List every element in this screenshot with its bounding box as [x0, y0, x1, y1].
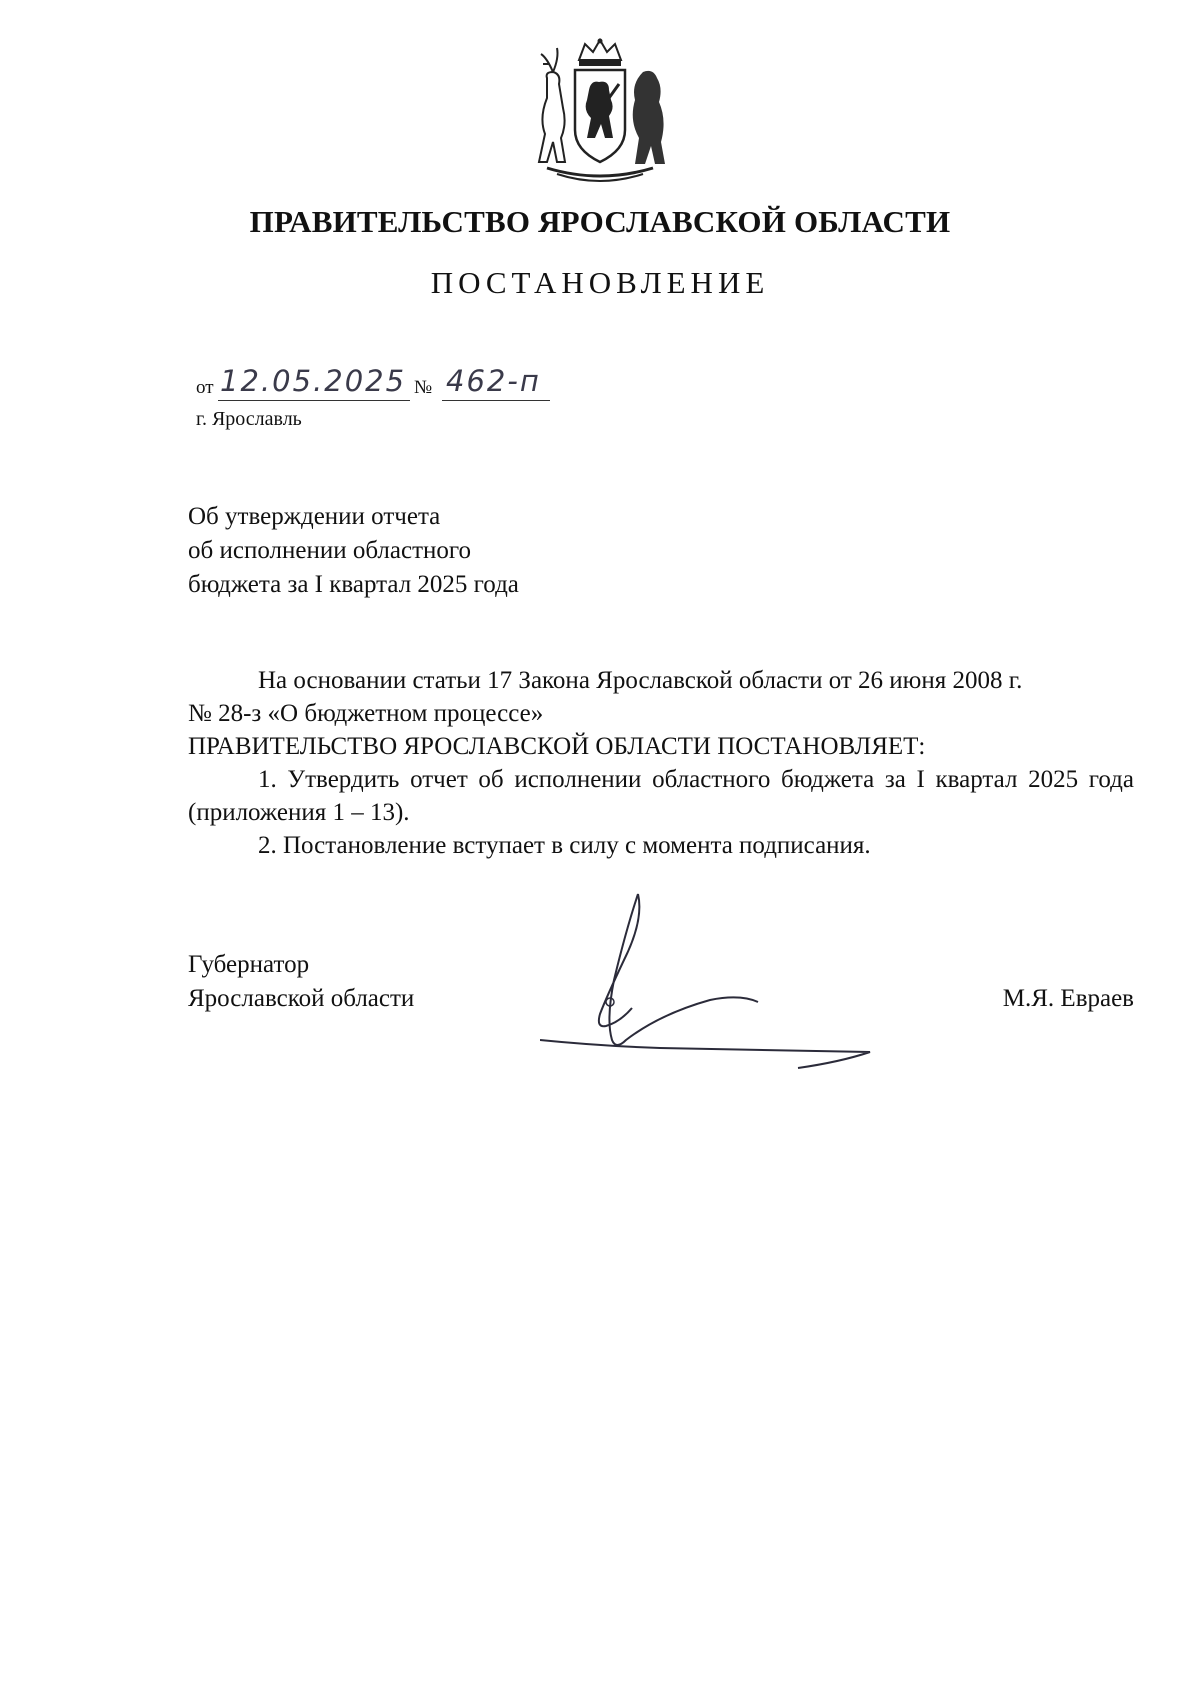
city: г. Ярославль — [196, 408, 302, 430]
organization-title: ПРАВИТЕЛЬСТВО ЯРОСЛАВСКОЙ ОБЛАСТИ — [249, 204, 951, 239]
document-subject — [188, 500, 519, 602]
document-body — [188, 664, 1134, 862]
position-line: Ярославской области — [188, 985, 415, 1012]
legal-basis-line: На основании статьи 17 Закона Ярославской области от 26 июня 2008 г. — [258, 667, 1023, 694]
resolution-item: 2. Постановление вступает в силу с момента подписания. — [258, 832, 871, 859]
subject-line: об исполнении областного — [188, 537, 472, 564]
signatory-position — [188, 948, 414, 1016]
subject-line: Об утверждении отчета — [188, 503, 441, 530]
resolves-statement: ПРАВИТЕЛЬСТВО ЯРОСЛАВСКОЙ ОБЛАСТИ ПОСТАНОВЛЯЕТ: — [188, 733, 926, 760]
document-number: 462-п — [442, 362, 550, 401]
number-prefix: № — [414, 377, 433, 398]
signatory-name: М.Я. Евраев — [1002, 985, 1134, 1012]
document-date: 12.05.2025 — [218, 362, 410, 401]
resolution-item: 1. Утвердить отчет об исполнении областного бюджета за I квартал 2025 года (приложения 1 – 13). — [188, 766, 1134, 826]
subject-line: бюджета за I квартал 2025 года — [188, 571, 519, 598]
legal-basis-line: № 28-з «О бюджетном процессе» — [188, 700, 544, 727]
signature-icon — [540, 890, 920, 1070]
document-type: ПОСТАНОВЛЕНИЕ — [430, 265, 770, 300]
coat-of-arms-icon — [527, 38, 673, 184]
date-prefix: от — [196, 377, 214, 398]
position-line: Губернатор — [188, 951, 310, 978]
